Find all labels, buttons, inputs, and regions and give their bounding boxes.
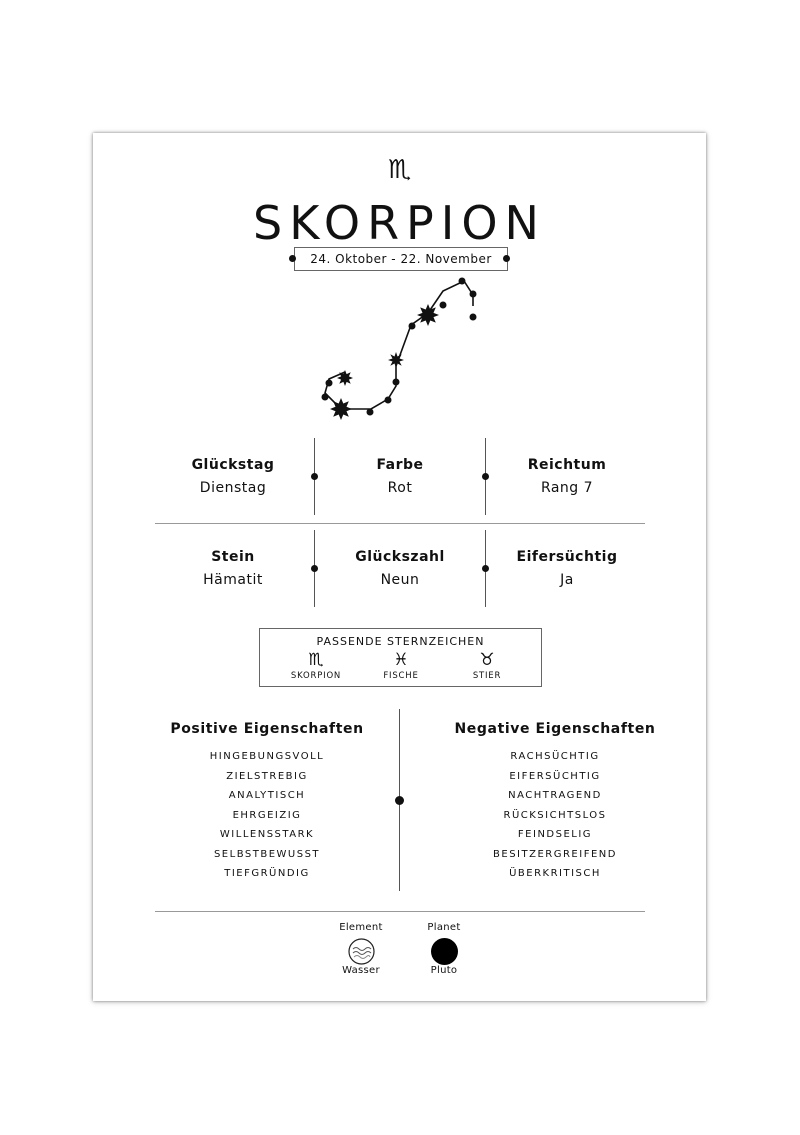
star — [470, 314, 477, 321]
element-value: Wasser — [342, 965, 380, 976]
list-item: EIFERSÜCHTIG — [509, 770, 601, 782]
bright-star — [337, 370, 353, 386]
grid-separator — [155, 523, 645, 524]
negative-traits-title: Negative Eigenschaften — [454, 721, 656, 737]
star — [393, 379, 400, 386]
list-item: ÜBERKRITISCH — [509, 868, 601, 879]
match-name: SKORPION — [290, 671, 342, 681]
pluto-planet-icon — [431, 938, 458, 965]
footer-separator — [155, 911, 645, 912]
property-label-farbe: Farbe — [376, 457, 424, 473]
constellation-stars — [322, 278, 477, 421]
scorpio-symbol-icon: ♏ — [387, 155, 412, 185]
list-item: WILLENSSTARK — [219, 829, 315, 840]
list-item: ANALYTISCH — [228, 790, 306, 801]
matching-signs-title: PASSENDE STERNZEICHEN — [316, 635, 485, 648]
list-item: NACHTRAGEND — [508, 790, 602, 801]
matching-signs-box — [259, 628, 542, 687]
property-label-eifersuechtig: Eifersüchtig — [516, 549, 618, 565]
property-label-stein: Stein — [211, 549, 255, 565]
property-label-glueckstag: Glückstag — [191, 457, 275, 473]
star — [326, 380, 333, 387]
pisces-icon: ♓ — [393, 650, 409, 670]
property-label-reichtum: Reichtum — [527, 457, 607, 473]
date-range: 24. Oktober - 22. November — [310, 252, 492, 266]
star — [409, 323, 416, 330]
planet-value: Pluto — [430, 965, 458, 976]
star — [440, 302, 447, 309]
bright-star — [330, 398, 352, 420]
list-item: HINGEBUNGSVOLL — [209, 751, 325, 762]
scorpius-constellation — [93, 133, 706, 433]
star — [322, 394, 329, 401]
taurus-icon: ♉ — [479, 650, 495, 670]
property-value-glueckstag: Dienstag — [199, 480, 267, 496]
property-value-farbe: Rot — [387, 480, 413, 496]
scorpio-icon: ♏ — [308, 650, 324, 670]
element-label: Element — [339, 922, 383, 933]
list-item: ZIELSTREBIG — [226, 770, 308, 782]
zodiac-poster — [93, 133, 706, 1001]
property-value-reichtum: Rang 7 — [540, 480, 594, 496]
negative-traits-list — [430, 747, 680, 884]
list-item: BESITZERGREIFEND — [493, 848, 617, 860]
list-item: SELBSTBEWUSST — [213, 848, 321, 860]
water-element-icon — [347, 937, 376, 966]
list-item: RÜCKSICHTSLOS — [503, 809, 607, 821]
list-item: FEINDSELIG — [517, 829, 593, 840]
property-label-glueckszahl: Glückszahl — [355, 549, 445, 565]
page-title: SKORPION — [253, 196, 546, 250]
star — [367, 409, 374, 416]
property-value-eifersuechtig: Ja — [560, 572, 574, 588]
property-value-glueckszahl: Neun — [380, 572, 420, 588]
star — [459, 278, 466, 285]
list-item: EHRGEIZIG — [232, 809, 302, 821]
planet-label: Planet — [427, 922, 461, 933]
property-value-stein: Hämatit — [203, 572, 263, 588]
star — [385, 397, 392, 404]
bright-star — [388, 352, 404, 368]
constellation-lines — [325, 281, 473, 409]
list-item: RACHSÜCHTIG — [510, 751, 600, 762]
bright-star — [417, 304, 439, 326]
traits-dot — [395, 796, 404, 805]
match-name: FISCHE — [383, 671, 419, 681]
star — [470, 291, 477, 298]
positive-traits-title: Positive Eigenschaften — [170, 721, 364, 737]
list-item: TIEFGRÜNDIG — [224, 868, 310, 879]
positive-traits-list — [142, 747, 392, 884]
match-name: STIER — [472, 671, 502, 681]
